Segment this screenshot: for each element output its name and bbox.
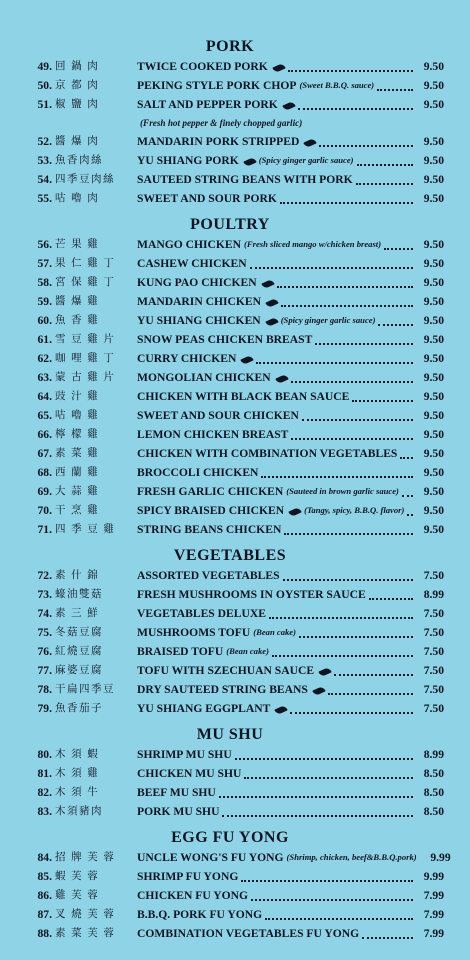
item-number: 73. xyxy=(37,588,52,601)
item-name: BEEF MU SHU xyxy=(137,786,216,799)
item-name: SNOW PEAS CHICKEN BREAST xyxy=(137,333,313,346)
item-price: 9.50 xyxy=(423,60,444,73)
item-chinese-name: 素 三 鮮 xyxy=(55,608,100,619)
hot-pepper-icon xyxy=(261,279,274,290)
hot-pepper-icon xyxy=(272,63,285,74)
dot-leader xyxy=(219,796,413,798)
item-price: 9.50 xyxy=(423,352,444,365)
hot-pepper-icon xyxy=(265,317,278,328)
item-number: 65. xyxy=(37,409,52,422)
item-number: 71. xyxy=(37,523,52,536)
menu-item xyxy=(16,802,444,821)
item-price: 7.50 xyxy=(423,664,444,677)
item-number: 69. xyxy=(37,485,52,498)
item-number: 83. xyxy=(37,805,52,818)
item-price: 9.50 xyxy=(423,135,444,148)
item-number: 57. xyxy=(37,257,52,270)
item-number: 49. xyxy=(37,60,52,73)
item-name: MANDARIN CHICKEN xyxy=(137,295,261,308)
dot-leader xyxy=(261,476,413,478)
item-note: (Tangy, spicy, B.B.Q. flavor) xyxy=(304,505,405,515)
menu-item xyxy=(16,349,444,368)
item-number: 80. xyxy=(37,748,52,761)
item-name: SWEET AND SOUR CHICKEN xyxy=(137,409,299,422)
item-number: 63. xyxy=(37,371,52,384)
item-price: 9.50 xyxy=(423,98,444,111)
item-chinese-name: 蝦 芙 蓉 xyxy=(55,871,100,882)
section-title: POULTRY xyxy=(190,216,270,233)
item-price: 9.50 xyxy=(423,371,444,384)
section-title: VEGETABLES xyxy=(173,547,287,564)
item-price: 9.50 xyxy=(423,466,444,479)
item-number: 58. xyxy=(37,276,52,289)
dot-leader xyxy=(280,202,413,204)
item-chinese-name: 醬 爆 雞 xyxy=(55,296,100,307)
item-name: YU SHIANG EGGPLANT xyxy=(137,702,271,715)
item-chinese-name: 雞 芙 蓉 xyxy=(55,890,100,901)
item-number: 62. xyxy=(37,352,52,365)
menu-item xyxy=(16,444,444,463)
dot-leader xyxy=(362,937,413,939)
item-price: 9.99 xyxy=(430,851,451,864)
item-name: SHRIMP FU YONG xyxy=(137,870,239,883)
item-number: 53. xyxy=(37,154,52,167)
menu-item xyxy=(16,425,444,444)
item-chinese-name: 魚 香 雞 xyxy=(55,315,100,326)
dot-leader xyxy=(244,777,413,779)
item-number: 50. xyxy=(37,79,52,92)
item-name: BROCCOLI CHICKEN xyxy=(137,466,259,479)
item-name: SALT AND PEPPER PORK xyxy=(137,98,278,111)
hot-pepper-icon xyxy=(318,667,331,678)
item-chinese-name: 咕 嚕 雞 xyxy=(55,410,100,421)
item-chinese-name: 素 什 錦 xyxy=(55,570,100,581)
item-chinese-name: 干 烹 雞 xyxy=(55,505,100,516)
menu-item xyxy=(16,463,444,482)
dot-leader xyxy=(377,89,413,91)
item-name: CHICKEN MU SHU xyxy=(137,767,242,780)
item-chinese-name: 大 蒜 雞 xyxy=(55,486,100,497)
menu-item xyxy=(16,254,444,273)
item-name: B.B.Q. PORK FU YONG xyxy=(137,908,263,921)
dot-leader xyxy=(235,758,413,760)
item-chinese-name: 叉 燒 芙 蓉 xyxy=(55,909,116,920)
menu-item xyxy=(16,924,444,943)
hot-pepper-icon xyxy=(243,157,256,168)
item-number: 87. xyxy=(37,908,52,921)
item-chinese-name: 麻婆豆腐 xyxy=(55,665,103,676)
item-number: 81. xyxy=(37,767,52,780)
item-price: 9.50 xyxy=(423,485,444,498)
dot-leader xyxy=(291,438,413,440)
item-number: 55. xyxy=(37,192,52,205)
item-name: PORK MU SHU xyxy=(137,805,220,818)
menu-item xyxy=(16,745,444,764)
item-name: YU SHIANG CHICKEN xyxy=(137,314,261,327)
item-price: 9.50 xyxy=(423,154,444,167)
menu-item xyxy=(16,848,451,867)
menu-item xyxy=(16,566,444,585)
dot-leader xyxy=(302,419,413,421)
item-note: (Sauteed in brown garlic sauce) xyxy=(286,486,399,496)
dot-leader xyxy=(241,880,413,882)
item-price: 9.50 xyxy=(423,238,444,251)
item-name: DRY SAUTEED STRING BEANS xyxy=(137,683,308,696)
item-note: (Spicy ginger garlic sauce) xyxy=(280,315,376,325)
menu-item xyxy=(16,661,444,680)
item-price: 7.50 xyxy=(423,702,444,715)
dot-leader xyxy=(356,183,413,185)
menu-item xyxy=(16,235,444,254)
item-name: MANGO CHICKEN xyxy=(137,238,242,251)
menu-item xyxy=(16,680,444,699)
menu-item xyxy=(16,585,444,604)
item-price: 9.50 xyxy=(423,523,444,536)
menu-item xyxy=(16,311,444,330)
item-subnote: (Fresh hot pepper & finely chopped garlic) xyxy=(140,118,303,128)
dot-leader xyxy=(334,674,413,676)
item-price: 9.50 xyxy=(423,409,444,422)
menu-item xyxy=(16,520,444,539)
menu-item xyxy=(16,132,444,151)
item-number: 61. xyxy=(37,333,52,346)
dot-leader xyxy=(291,381,413,383)
dot-leader xyxy=(299,636,413,638)
item-note: (Spicy ginger garlic sauce) xyxy=(258,155,354,165)
item-number: 88. xyxy=(37,927,52,940)
item-name: CURRY CHICKEN xyxy=(137,352,237,365)
item-chinese-name: 果 仁 雞 丁 xyxy=(55,258,116,269)
section-title: EGG FU YONG xyxy=(171,829,289,846)
item-chinese-name: 蒙 古 雞 片 xyxy=(55,372,116,383)
item-number: 68. xyxy=(37,466,52,479)
hot-pepper-icon xyxy=(265,298,278,309)
item-chinese-name: 芒 果 雞 xyxy=(55,239,100,250)
item-chinese-name: 宮 保 雞 丁 xyxy=(55,277,116,288)
item-name: CHICKEN WITH COMBINATION VEGETABLES xyxy=(137,447,398,460)
item-chinese-name: 招 牌 芙 蓉 xyxy=(55,852,116,863)
menu-item xyxy=(16,76,444,95)
item-note: (Fresh sliced mango w/chicken breast) xyxy=(244,239,382,249)
item-price: 9.50 xyxy=(423,447,444,460)
item-chinese-name: 木 須 牛 xyxy=(55,787,100,798)
item-name: PEKING STYLE PORK CHOP xyxy=(137,79,297,92)
menu-item xyxy=(16,95,444,114)
dot-leader xyxy=(283,579,413,581)
item-chinese-name: 干扁四季豆 xyxy=(55,684,115,695)
hot-pepper-icon xyxy=(288,507,301,518)
item-name: MONGOLIAN CHICKEN xyxy=(137,371,271,384)
item-name: STRING BEANS CHICKEN xyxy=(137,523,282,536)
item-chinese-name: 素 菜 雞 xyxy=(55,448,100,459)
item-price: 7.50 xyxy=(423,683,444,696)
menu-item xyxy=(16,764,444,783)
dot-leader xyxy=(378,324,413,326)
item-name: CHICKEN WITH BLACK BEAN SAUCE xyxy=(137,390,350,403)
item-name: MUSHROOMS TOFU xyxy=(137,626,251,639)
item-name: CASHEW CHICKEN xyxy=(137,257,247,270)
menu-item xyxy=(16,406,444,425)
item-number: 79. xyxy=(37,702,52,715)
item-price: 8.50 xyxy=(423,767,444,780)
item-price: 9.50 xyxy=(423,390,444,403)
item-number: 84. xyxy=(37,851,52,864)
item-number: 54. xyxy=(37,173,52,186)
item-note: (Bean cake) xyxy=(253,627,296,637)
hot-pepper-icon xyxy=(282,101,295,112)
item-chinese-name: 四 季 豆 雞 xyxy=(55,524,116,535)
item-price: 8.50 xyxy=(423,786,444,799)
item-price: 8.50 xyxy=(423,805,444,818)
item-chinese-name: 木 須 蝦 xyxy=(55,749,100,760)
item-price: 9.50 xyxy=(423,79,444,92)
dot-leader xyxy=(384,248,413,250)
menu-item xyxy=(16,783,444,802)
item-price: 7.99 xyxy=(423,927,444,940)
item-price: 9.50 xyxy=(423,314,444,327)
menu-item xyxy=(16,482,444,501)
dot-leader xyxy=(290,712,413,714)
item-name: SAUTEED STRING BEANS WITH PORK xyxy=(137,173,353,186)
dot-leader xyxy=(402,495,413,497)
dot-leader xyxy=(328,693,413,695)
item-price: 9.50 xyxy=(423,428,444,441)
item-price: 9.50 xyxy=(423,333,444,346)
dot-leader xyxy=(357,164,413,166)
item-number: 59. xyxy=(37,295,52,308)
item-price: 9.99 xyxy=(423,870,444,883)
item-price: 9.50 xyxy=(423,276,444,289)
item-number: 56. xyxy=(37,238,52,251)
section-title: MU SHU xyxy=(196,726,264,743)
item-name: SWEET AND SOUR PORK xyxy=(137,192,277,205)
item-name: LEMON CHICKEN BREAST xyxy=(137,428,289,441)
item-price: 8.99 xyxy=(423,748,444,761)
menu-item xyxy=(16,273,444,292)
item-number: 75. xyxy=(37,626,52,639)
item-number: 70. xyxy=(37,504,52,517)
dot-leader xyxy=(298,108,413,110)
menu-item xyxy=(16,604,444,623)
item-chinese-name: 素 菜 芙 蓉 xyxy=(55,928,116,939)
item-number: 78. xyxy=(37,683,52,696)
item-number: 86. xyxy=(37,889,52,902)
menu-item xyxy=(16,886,444,905)
dot-leader xyxy=(256,362,413,364)
dot-leader xyxy=(250,267,413,269)
item-chinese-name: 回 鍋 肉 xyxy=(55,61,100,72)
menu-item xyxy=(16,57,444,76)
menu-item xyxy=(16,699,444,718)
item-name: TWICE COOKED PORK xyxy=(137,60,268,73)
item-chinese-name: 魚香肉絲 xyxy=(55,155,103,166)
menu-item xyxy=(16,330,444,349)
item-price: 7.99 xyxy=(423,908,444,921)
menu-item xyxy=(16,642,444,661)
item-price: 7.50 xyxy=(423,569,444,582)
dot-leader xyxy=(277,286,413,288)
dot-leader xyxy=(369,598,413,600)
dot-leader xyxy=(269,617,413,619)
item-chinese-name: 京 都 肉 xyxy=(55,80,100,91)
item-name: BRAISED TOFU xyxy=(137,645,224,658)
item-chinese-name: 雪 豆 雞 片 xyxy=(55,334,116,345)
item-number: 74. xyxy=(37,607,52,620)
item-name: UNCLE WONG'S FU YONG xyxy=(137,851,284,864)
item-chinese-name: 冬菇豆腐 xyxy=(55,627,103,638)
item-chinese-name: 醬 爆 肉 xyxy=(55,136,100,147)
item-name: CHICKEN FU YONG xyxy=(137,889,249,902)
item-number: 66. xyxy=(37,428,52,441)
item-chinese-name: 椒 鹽 肉 xyxy=(55,99,100,110)
menu-item xyxy=(16,170,444,189)
item-number: 76. xyxy=(37,645,52,658)
hot-pepper-icon xyxy=(312,686,325,697)
item-chinese-name: 木 須 雞 xyxy=(55,768,100,779)
item-name: FRESH MUSHROOMS IN OYSTER SAUCE xyxy=(137,588,366,601)
dot-leader xyxy=(281,305,413,307)
item-price: 9.50 xyxy=(423,295,444,308)
item-name: SPICY BRAISED CHICKEN xyxy=(137,504,285,517)
item-chinese-name: 紅燒豆腐 xyxy=(55,646,103,657)
item-name: TOFU WITH SZECHUAN SAUCE xyxy=(137,664,315,677)
hot-pepper-icon xyxy=(241,355,254,366)
dot-leader xyxy=(400,457,413,459)
menu-item xyxy=(16,387,444,406)
hot-pepper-icon xyxy=(304,138,317,149)
item-price: 7.50 xyxy=(423,607,444,620)
dot-leader xyxy=(319,145,413,147)
item-price: 7.50 xyxy=(423,645,444,658)
dot-leader xyxy=(265,918,413,920)
item-number: 67. xyxy=(37,447,52,460)
item-chinese-name: 四季豆肉絲 xyxy=(55,174,115,185)
item-number: 85. xyxy=(37,870,52,883)
item-number: 60. xyxy=(37,314,52,327)
menu-item xyxy=(16,623,444,642)
hot-pepper-icon xyxy=(275,374,288,385)
item-name: FRESH GARLIC CHICKEN xyxy=(137,485,284,498)
item-number: 52. xyxy=(37,135,52,148)
item-name: MANDARIN PORK STRIPPED xyxy=(137,135,300,148)
menu-item xyxy=(16,867,444,886)
item-chinese-name: 豉 汁 雞 xyxy=(55,391,100,402)
item-price: 9.50 xyxy=(423,257,444,270)
item-note: (Bean cake) xyxy=(226,646,269,656)
item-price: 7.50 xyxy=(423,626,444,639)
dot-leader xyxy=(288,70,413,72)
item-name: YU SHIANG PORK xyxy=(137,154,239,167)
section-title: PORK xyxy=(205,38,255,55)
menu-body xyxy=(16,36,451,943)
hot-pepper-icon xyxy=(275,705,288,716)
menu-item xyxy=(16,189,444,208)
item-name: KUNG PAO CHICKEN xyxy=(137,276,257,289)
item-price: 9.50 xyxy=(423,504,444,517)
item-name: SHRIMP MU SHU xyxy=(137,748,232,761)
item-note: (Shrimp, chicken, beef&B.B.Q.pork) xyxy=(286,852,417,862)
item-price: 9.50 xyxy=(423,173,444,186)
dot-leader xyxy=(251,899,413,901)
menu-item xyxy=(16,151,444,170)
item-number: 64. xyxy=(37,390,52,403)
item-number: 77. xyxy=(37,664,52,677)
item-price: 7.99 xyxy=(423,889,444,902)
item-chinese-name: 咖 哩 雞 丁 xyxy=(55,353,116,364)
item-chinese-name: 魚香茄子 xyxy=(55,703,103,714)
item-chinese-name: 木須豬肉 xyxy=(55,806,103,817)
item-price: 9.50 xyxy=(423,192,444,205)
item-name: COMBINATION VEGETABLES FU YONG xyxy=(137,927,360,940)
menu-item xyxy=(16,292,444,311)
menu-item xyxy=(16,501,444,520)
dot-leader xyxy=(272,655,413,657)
item-name: VEGETABLES DELUXE xyxy=(137,607,266,620)
item-chinese-name: 檸 檬 雞 xyxy=(55,429,100,440)
menu-item xyxy=(16,905,444,924)
item-price: 8.99 xyxy=(423,588,444,601)
item-chinese-name: 西 蘭 雞 xyxy=(55,467,100,478)
dot-leader xyxy=(222,815,413,817)
item-number: 72. xyxy=(37,569,52,582)
item-note: (Sweet B.B.Q. sauce) xyxy=(299,80,375,90)
dot-leader xyxy=(407,514,413,516)
menu-item xyxy=(16,368,444,387)
item-name: ASSORTED VEGETABLES xyxy=(137,569,280,582)
item-chinese-name: 咕 嚕 肉 xyxy=(55,193,100,204)
dot-leader xyxy=(315,343,413,345)
dot-leader xyxy=(352,400,413,402)
item-chinese-name: 蠔油雙菇 xyxy=(55,589,103,600)
dot-leader xyxy=(284,533,413,535)
item-number: 51. xyxy=(37,98,52,111)
item-number: 82. xyxy=(37,786,52,799)
